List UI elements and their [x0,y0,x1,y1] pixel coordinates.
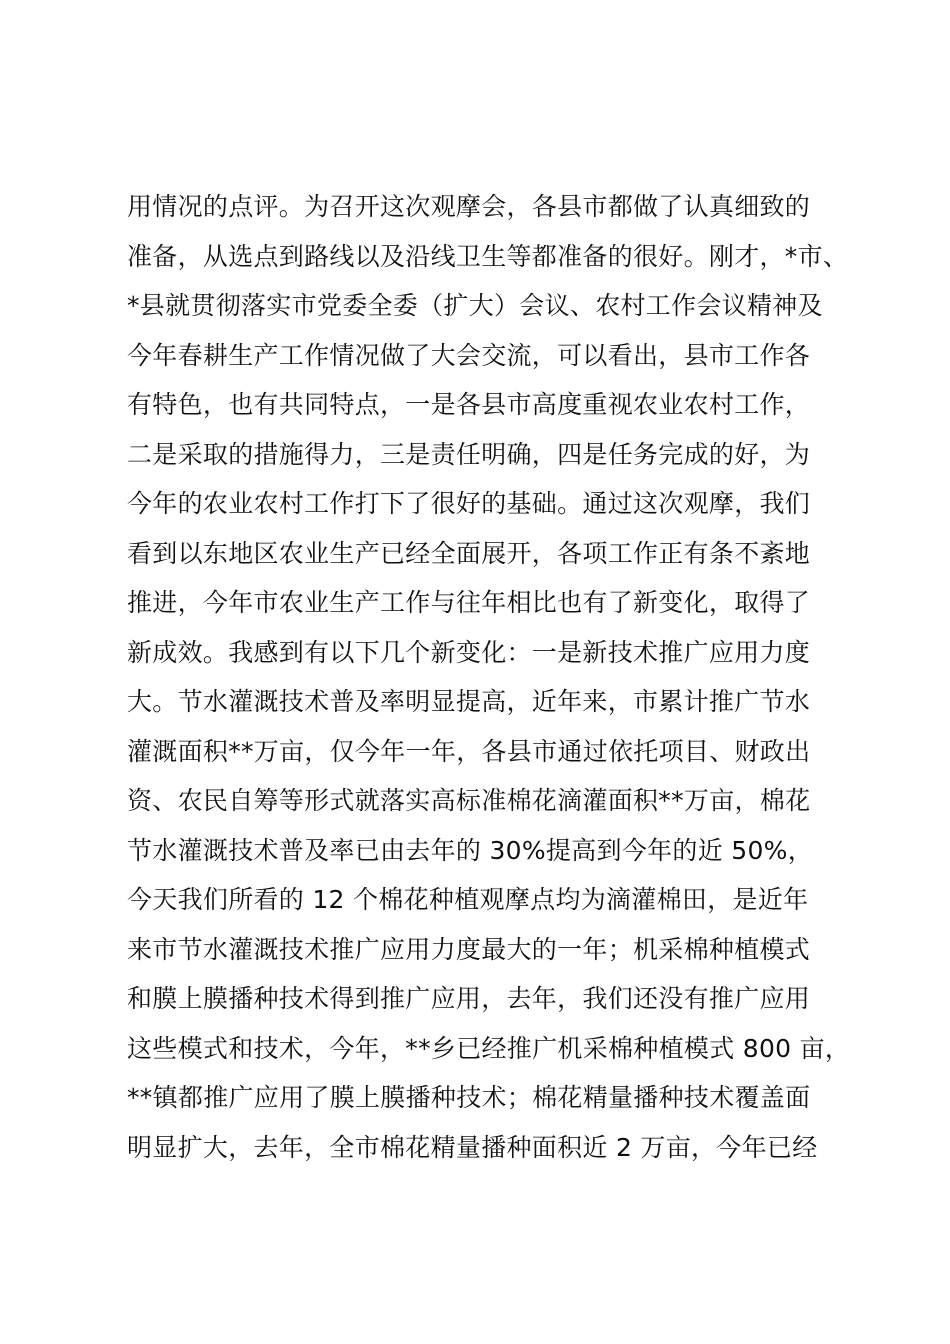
text-line: 有特色，也有共同特点，一是各县市高度重视农业农村工作， [127,390,811,419]
text-line: 资、农民自筹等形式就落实高标准棉花滴灌面积**万亩，棉花 [127,786,811,815]
text-line: 推进，今年市农业生产工作与往年相比也有了新变化，取得了 [127,588,811,617]
text-line: 来市节水灌溉技术推广应用力度最大的一年；机采棉种植模式 [127,934,811,964]
text-line: 准备，从选点到路线以及沿线卫生等都准备的很好。刚才，*市、 [127,241,849,271]
text-line: 新成效。我感到有以下几个新变化：一是新技术推广应用力度 [127,637,811,667]
text-line: 这些模式和技术，今年，**乡已经推广机采棉种植模式 800 亩， [127,1033,851,1063]
text-line: 今年的农业农村工作打下了很好的基础。通过这次观摩，我们 [127,489,811,518]
text-line: *县就贯彻落实市党委全委（扩大）会议、农村工作会议精神及 [127,291,823,320]
body-text [127,182,857,1172]
text-line: 大。节水灌溉技术普及率明显提高，近年来，市累计推广节水 [127,687,811,716]
text-line: 明显扩大，去年，全市棉花精量播种面积近 2 万亩，今年已经 [127,1132,818,1162]
text-line: 用情况的点评。为召开这次观摩会，各县市都做了认真细致的 [127,192,811,221]
text-line: 和膜上膜播种技术得到推广应用，去年，我们还没有推广应用 [127,984,811,1013]
text-line: 今年春耕生产工作情况做了大会交流，可以看出，县市工作各 [127,340,811,370]
text-line: 节水灌溉技术普及率已由去年的 30%提高到今年的近 50%， [127,835,814,865]
text-line: **镇都推广应用了膜上膜播种技术；棉花精量播种技术覆盖面 [127,1083,811,1112]
text-line: 灌溉面积**万亩，仅今年一年，各县市通过依托项目、财政出 [127,736,811,766]
text-line: 看到以东地区农业生产已经全面展开，各项工作正有条不紊地 [127,538,811,568]
text-line: 今天我们所看的 12 个棉花种植观摩点均为滴灌棉田，是近年 [127,885,809,914]
text-line: 二是采取的措施得力，三是责任明确，四是任务完成的好，为 [127,439,811,469]
